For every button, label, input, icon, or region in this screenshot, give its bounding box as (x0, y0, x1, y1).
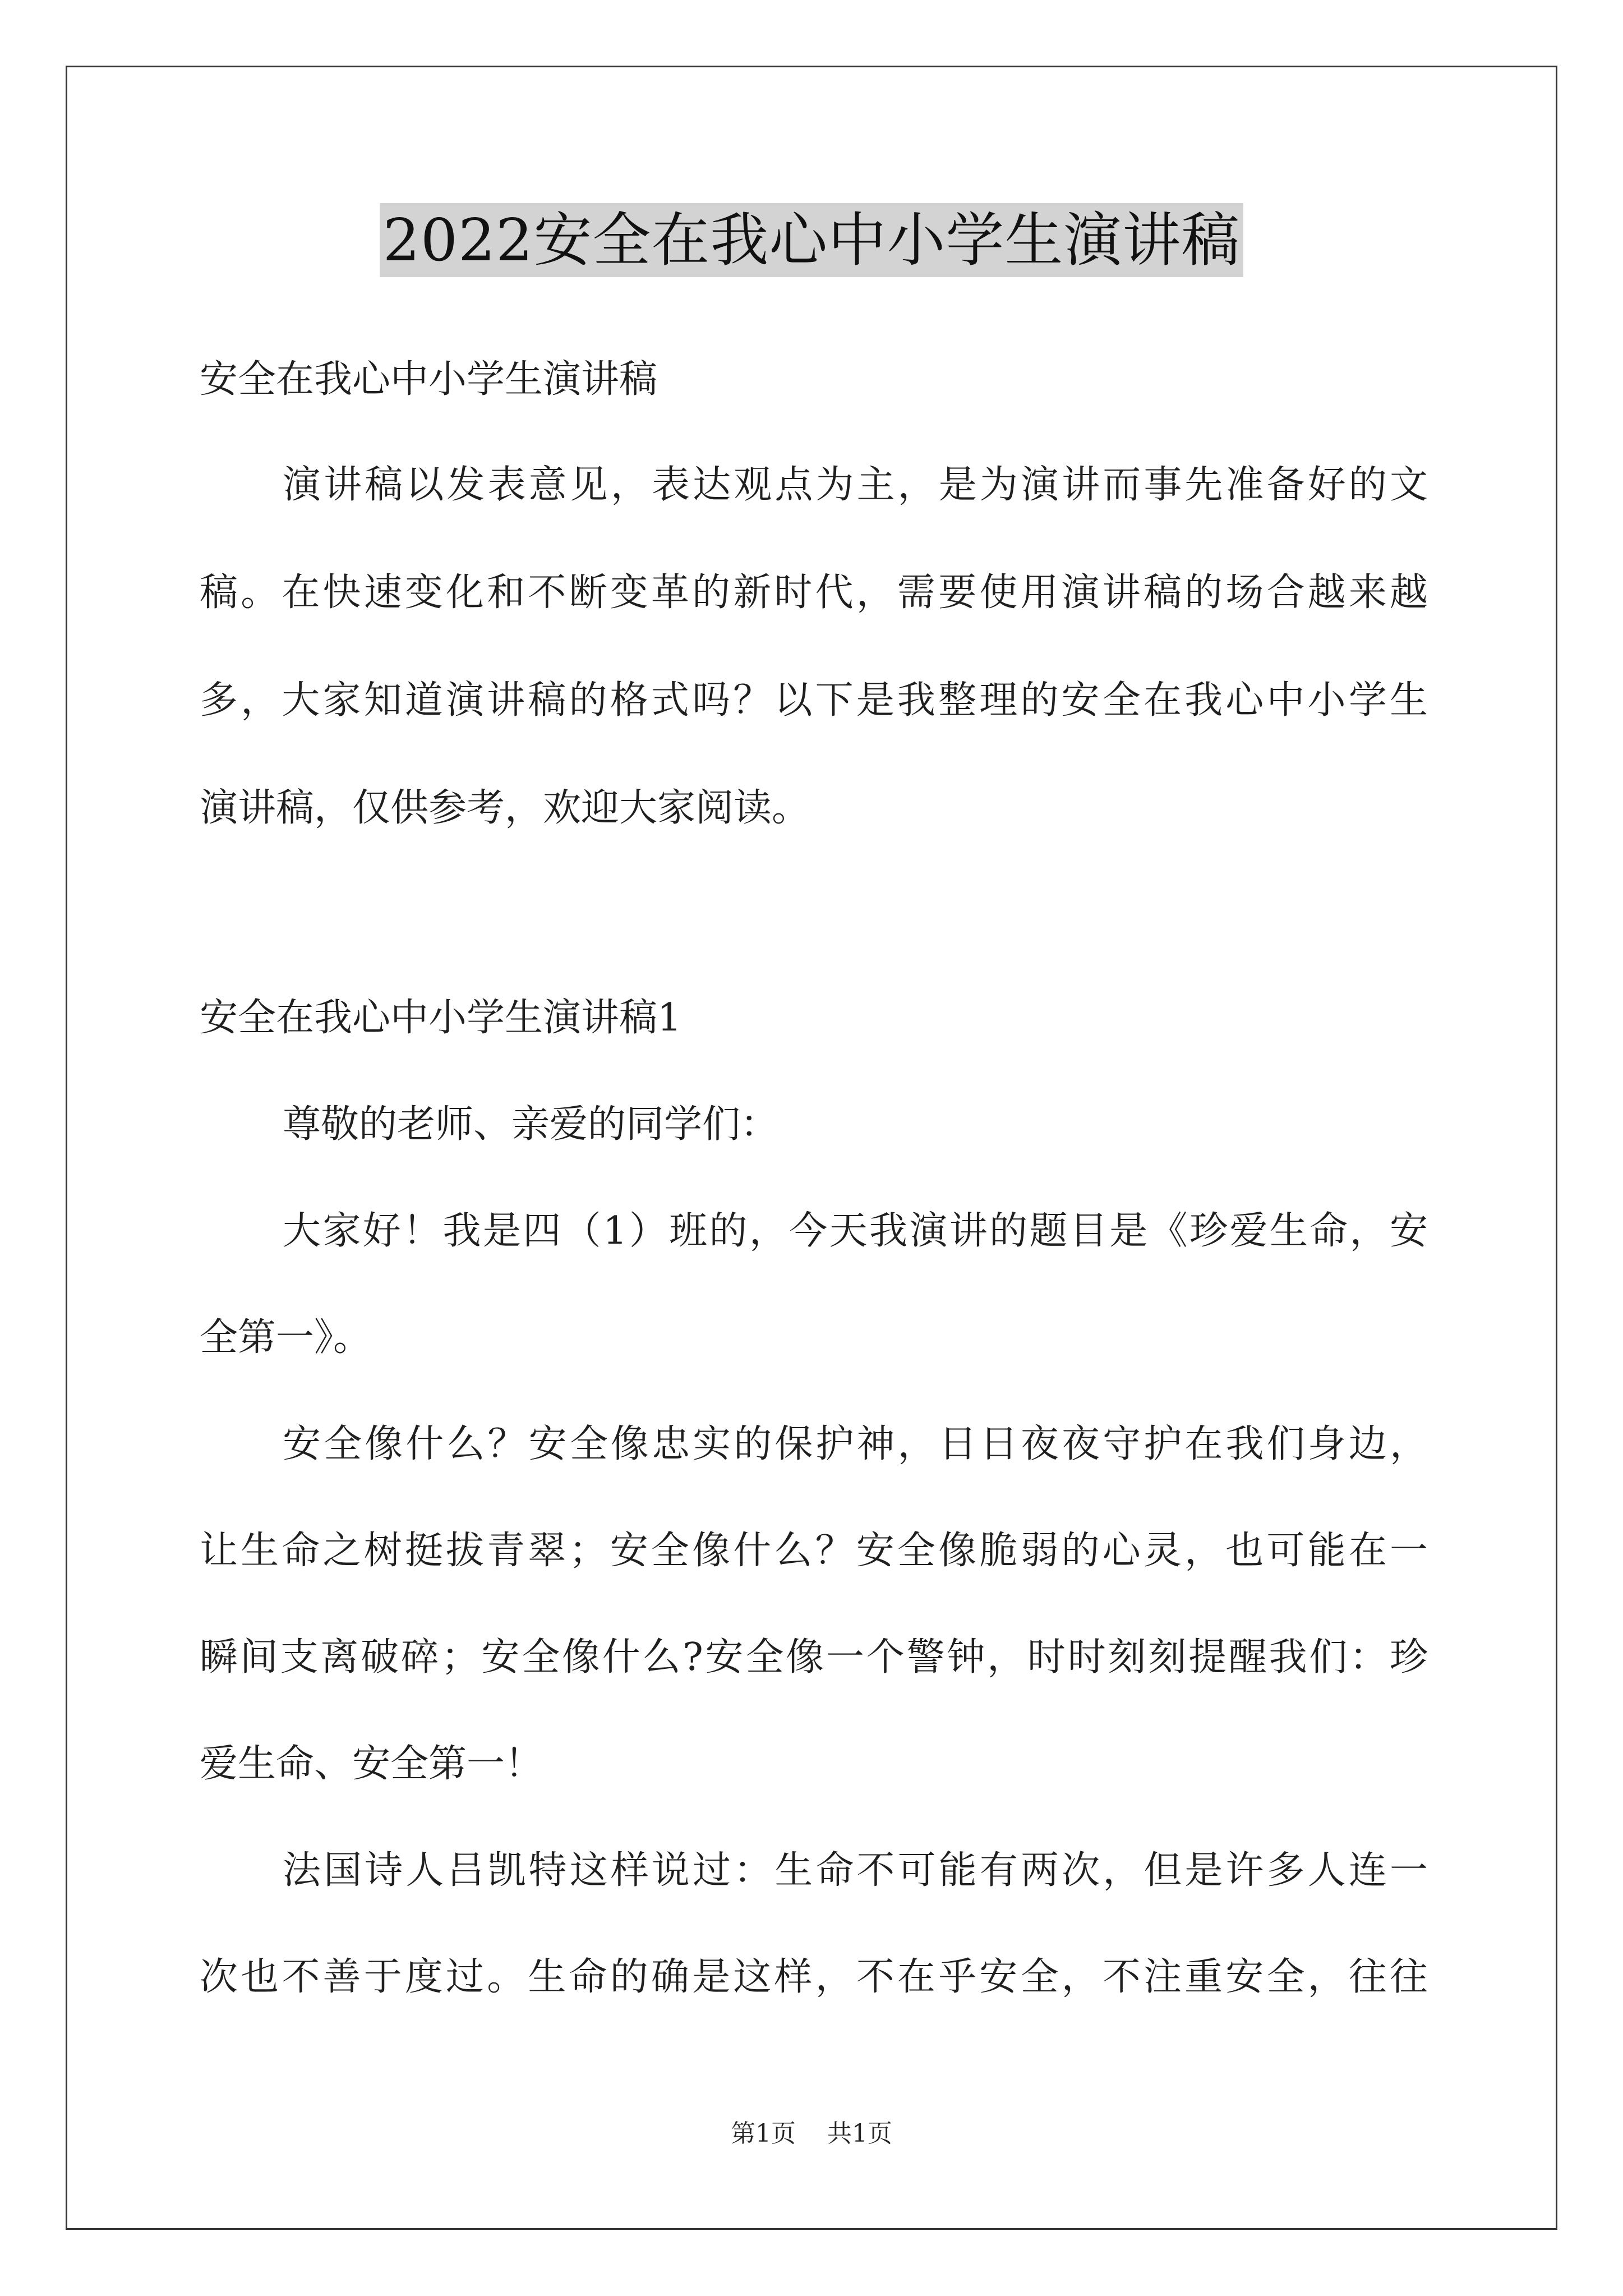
section-heading: 安全在我心中小学生演讲稿1 (200, 996, 682, 1040)
paragraph-line: 尊敬的老师、亲爱的同学们： (283, 1102, 779, 1147)
paragraph-line: 瞬间支离破碎；安全像什么?安全像一个警钟，时时刻刻提醒我们：珍 (200, 1635, 1428, 1680)
page-footer: 第1页 共1页 (731, 2119, 892, 2148)
paragraph-line: 爱生命、安全第一！ (200, 1742, 543, 1786)
paragraph-line: 演讲稿以发表意见，表达观点为主，是为演讲而事先准备好的文 (283, 463, 1428, 507)
title-wrap (0, 203, 1623, 277)
paragraph-line: 稿。在快速变化和不断变革的新时代，需要使用演讲稿的场合越来越 (200, 570, 1428, 615)
paragraph-line: 全第一》。 (200, 1315, 372, 1360)
paragraph-line: 安全像什么？安全像忠实的保护神，日日夜夜守护在我们身边， (283, 1422, 1428, 1466)
paragraph-line: 演讲稿，仅供参考，欢迎大家阅读。 (200, 786, 810, 830)
paragraph-line: 多，大家知道演讲稿的格式吗？以下是我整理的安全在我心中小学生 (200, 678, 1428, 723)
paragraph-line: 法国诗人吕凯特这样说过：生命不可能有两次，但是许多人连一 (283, 1848, 1428, 1893)
paragraph-line: 让生命之树挺拔青翠；安全像什么？安全像脆弱的心灵，也可能在一 (200, 1529, 1428, 1573)
document-title: 2022安全在我心中小学生演讲稿 (380, 203, 1244, 277)
subtitle-line: 安全在我心中小学生演讲稿 (200, 357, 658, 402)
paragraph-line: 次也不善于度过。生命的确是这样，不在乎安全，不注重安全，往往 (200, 1955, 1428, 1999)
paragraph-line: 大家好！我是四（1）班的，今天我演讲的题目是《珍爱生命，安 (283, 1209, 1428, 1253)
